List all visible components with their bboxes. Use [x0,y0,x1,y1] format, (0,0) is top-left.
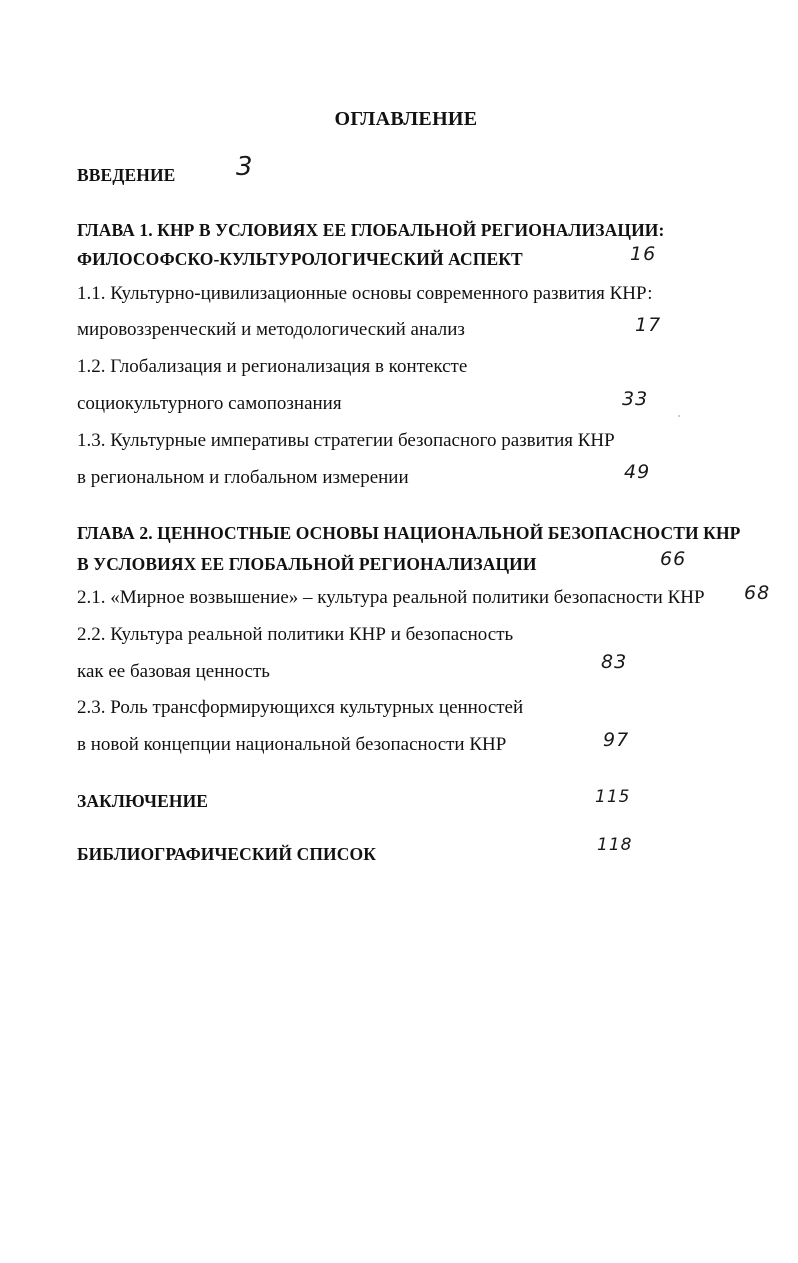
section-2-1-page-number: 68 [744,582,771,604]
scan-speck [678,415,680,417]
section-2-2-line2: как ее базовая ценность [77,661,270,682]
section-1-2-line1: 1.2. Глобализация и регионализация в контексте [77,356,468,377]
section-2-1-line1: 2.1. «Мирное возвышение» – культура реальной политики безопасности КНР [77,587,705,608]
chapter1-heading-line2: ФИЛОСОФСКО-КУЛЬТУРОЛОГИЧЕСКИЙ АСПЕКТ [77,249,523,269]
section-2-3-page-number: 97 [603,729,630,751]
conclusion-label: ЗАКЛЮЧЕНИЕ [77,791,209,811]
section-1-3-line1: 1.3. Культурные императивы стратегии безопасного развития КНР [77,430,615,451]
intro-label: ВВЕДЕНИЕ [77,165,176,185]
conclusion-page-number: 115 [595,787,631,807]
section-1-2-page-number: 33 [622,388,649,410]
section-1-1-line1: 1.1. Культурно-цивилизационные основы современного развития КНР: [77,283,653,304]
chapter2-page-number: 66 [660,548,687,570]
chapter2-heading-line2: В УСЛОВИЯХ ЕЕ ГЛОБАЛЬНОЙ РЕГИОНАЛИЗАЦИИ [77,554,537,574]
chapter2-heading-line1: ГЛАВА 2. ЦЕННОСТНЫЕ ОСНОВЫ НАЦИОНАЛЬНОЙ БЕЗОПАСНОСТИ КНР [77,523,741,543]
section-1-1-line2: мировоззренческий и методологический анализ [77,319,465,340]
section-2-2-line1: 2.2. Культура реальной политики КНР и безопасность [77,624,514,645]
bibliography-page-number: 118 [597,835,633,855]
chapter1-page-number: 16 [630,243,657,265]
section-2-3-line2: в новой концепции национальной безопасности КНР [77,734,507,755]
bibliography-label: БИБЛИОГРАФИЧЕСКИЙ СПИСОК [77,844,376,864]
chapter1-heading-line1: ГЛАВА 1. КНР В УСЛОВИЯХ ЕЕ ГЛОБАЛЬНОЙ РЕГИОНАЛИЗАЦИИ: [77,220,665,240]
section-1-3-page-number: 49 [624,461,651,483]
page-title: ОГЛАВЛЕНИЕ [334,108,478,130]
section-2-3-line1: 2.3. Роль трансформирующихся культурных ценностей [77,697,524,718]
section-2-2-page-number: 83 [601,651,628,673]
section-1-1-page-number: 17 [635,314,662,336]
section-1-2-line2: социокультурного самопознания [77,393,342,414]
section-1-3-line2: в региональном и глобальном измерении [77,467,409,488]
intro-page-number: 3 [236,152,254,182]
